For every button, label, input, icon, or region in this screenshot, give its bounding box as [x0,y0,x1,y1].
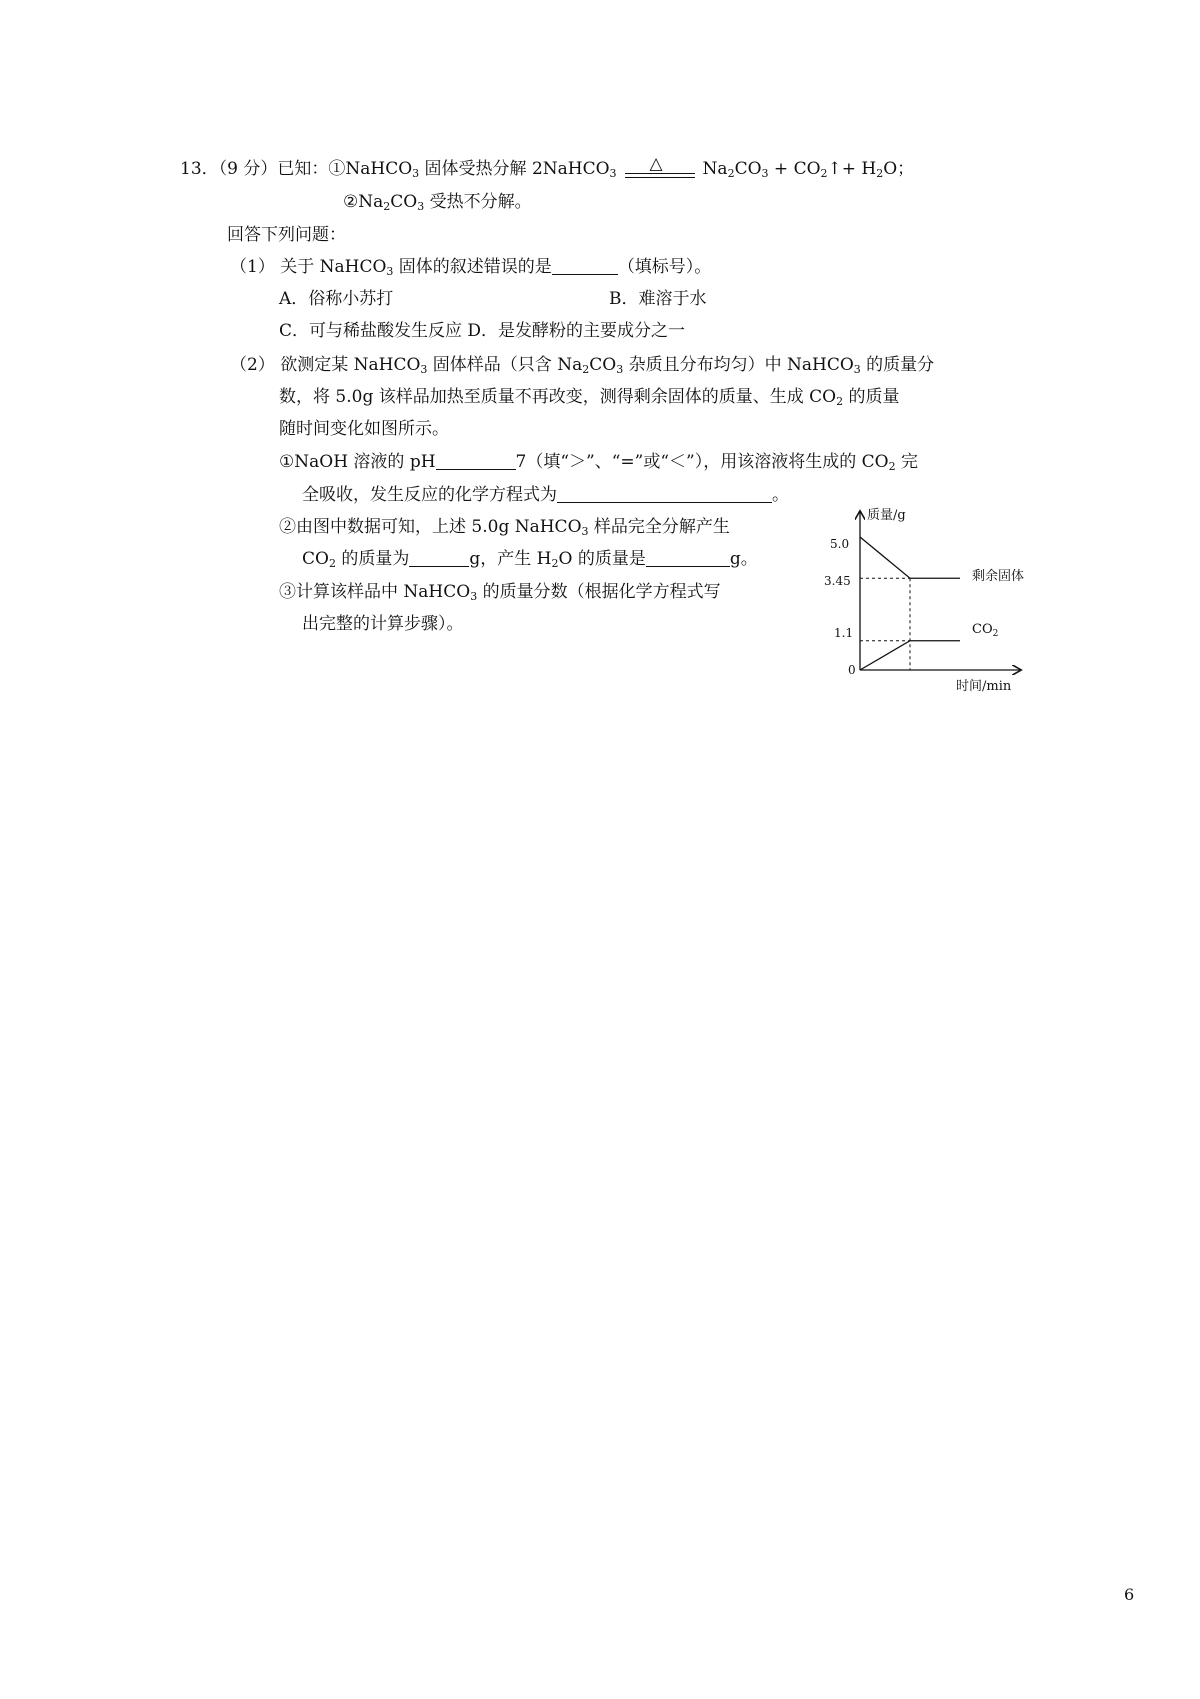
series-label-co2: $CO_2$ [972,622,999,639]
subscript: 3 [420,363,428,376]
option-b: B．难溶于水 [609,289,707,309]
subscript: 2 [551,557,559,570]
subquestion-1 [230,256,711,278]
equation-end: O； [883,159,915,179]
subscript: 3 [609,167,617,180]
subscript: 2 [582,363,590,376]
heat-condition: △ [649,153,663,174]
sub1-text: 固体的叙述错误的是 [393,257,552,277]
ytick-5.0: 5.0 [830,537,850,551]
ytick-0: 0 [848,663,856,677]
sub2-text: （2） 欲测定某 NaHCO [230,355,421,375]
part1-text: 全吸收，发生反应的化学方程式为 [302,485,557,505]
answer-blank-co2[interactable] [409,550,469,567]
question-header-line [180,153,915,181]
sub2-text: 的质量分 [860,355,935,375]
part-3-line1 [279,581,721,603]
part2-text: g，产生 H [469,549,552,569]
subscript: 2 [836,395,844,408]
subscript: 3 [853,363,861,376]
option-c-d: C．可与稀盐酸发生反应 D．是发酵粉的主要成分之一 [279,321,686,341]
sub1-text: （1） 关于 NaHCO [230,257,387,277]
reaction-arrow [625,153,695,181]
part3-text: ③计算该样品中 NaHCO [279,582,471,602]
series-label-solid: 剩余固体 [972,569,1025,584]
subscript: 3 [616,363,624,376]
subscript: 3 [581,525,589,538]
subscript: 3 [412,167,420,180]
sub2-text: 数，将 5.0g 该样品加热至质量不再改变，测得剩余固体的质量、生成 CO [279,387,837,407]
page-number: 6 [1124,1585,1135,1604]
question-number: 13．（9 分）已知： [180,159,329,179]
subscript: 2 [888,460,896,473]
subquestion-2-line2 [279,386,899,408]
known2-text: CO [390,192,418,212]
known2-text: 受热不分解。 [424,192,532,212]
part3-text: 的质量分数（根据化学方程式写 [477,582,721,602]
product-co3: CO [734,159,762,179]
part-2-line2 [302,548,758,570]
product-h2o: ↑+ H [827,159,877,179]
subquestion-2-line1 [230,354,934,376]
y-axis-label: 质量/g [867,508,906,523]
ytick-1.1: 1.1 [834,626,854,640]
product-co2: + CO [768,159,821,179]
part1-text: ①NaOH 溶液的 pH [279,452,436,472]
part1-text: 。 [772,485,789,505]
x-axis-label: 时间/min [956,679,1012,694]
ytick-3.45: 3.45 [824,574,851,588]
known-fact-1-text: 固体受热分解 2NaHCO [419,159,610,179]
answer-blank-ph[interactable] [436,453,516,470]
subscript: 3 [761,167,769,180]
series-line-0 [860,537,960,578]
option-a: A．俗称小苏打 [279,289,394,309]
product-na2co3: Na [702,159,728,179]
subscript: 3 [417,200,425,213]
part-3-line2: 出完整的计算步骤）。 [302,614,464,634]
answer-blank-equation[interactable] [557,486,772,503]
guide-lines [860,578,910,670]
part2-text: ②由图中数据可知，上述 5.0g NaHCO [279,517,582,537]
answer-blank-1[interactable] [552,258,618,275]
sub2-text: 固体样品（只含 Na [427,355,583,375]
sub1-text: （填标号）。 [617,257,712,277]
sub2-text: CO [589,355,617,375]
known-fact-2 [343,191,532,213]
part2-text: 样品完全分解产生 [588,517,730,537]
subscript: 3 [386,265,394,278]
part1-text: 完 [895,452,918,472]
subscript: 2 [727,167,735,180]
part2-text: 的质量为 [335,549,410,569]
subscript: 2 [383,200,391,213]
part2-text: O 的质量是 [558,549,646,569]
known-fact-1: ①NaHCO [328,159,413,179]
part2-text: g。 [729,549,758,569]
part-1-line1 [279,451,918,473]
part-1-line2 [302,484,789,506]
part2-text: CO [302,549,329,569]
answer-blank-h2o[interactable] [646,550,730,567]
known2-text: ②Na [343,192,384,212]
subscript: 2 [876,167,884,180]
intro-line: 回答下列问题： [227,225,346,245]
subquestion-2-line3: 随时间变化如图所示。 [279,419,449,439]
mass-time-chart [810,500,1040,695]
subscript: 2 [328,557,336,570]
part-2-line1 [279,516,730,538]
sub2-text: 杂质且分布均匀）中 NaHCO [623,355,854,375]
subscript: 2 [820,167,828,180]
subscript: 3 [470,590,478,603]
sub2-text: 的质量 [843,387,900,407]
part1-text: 7（填“＞”、“=”或“＜”），用该溶液将生成的 CO [515,452,889,472]
